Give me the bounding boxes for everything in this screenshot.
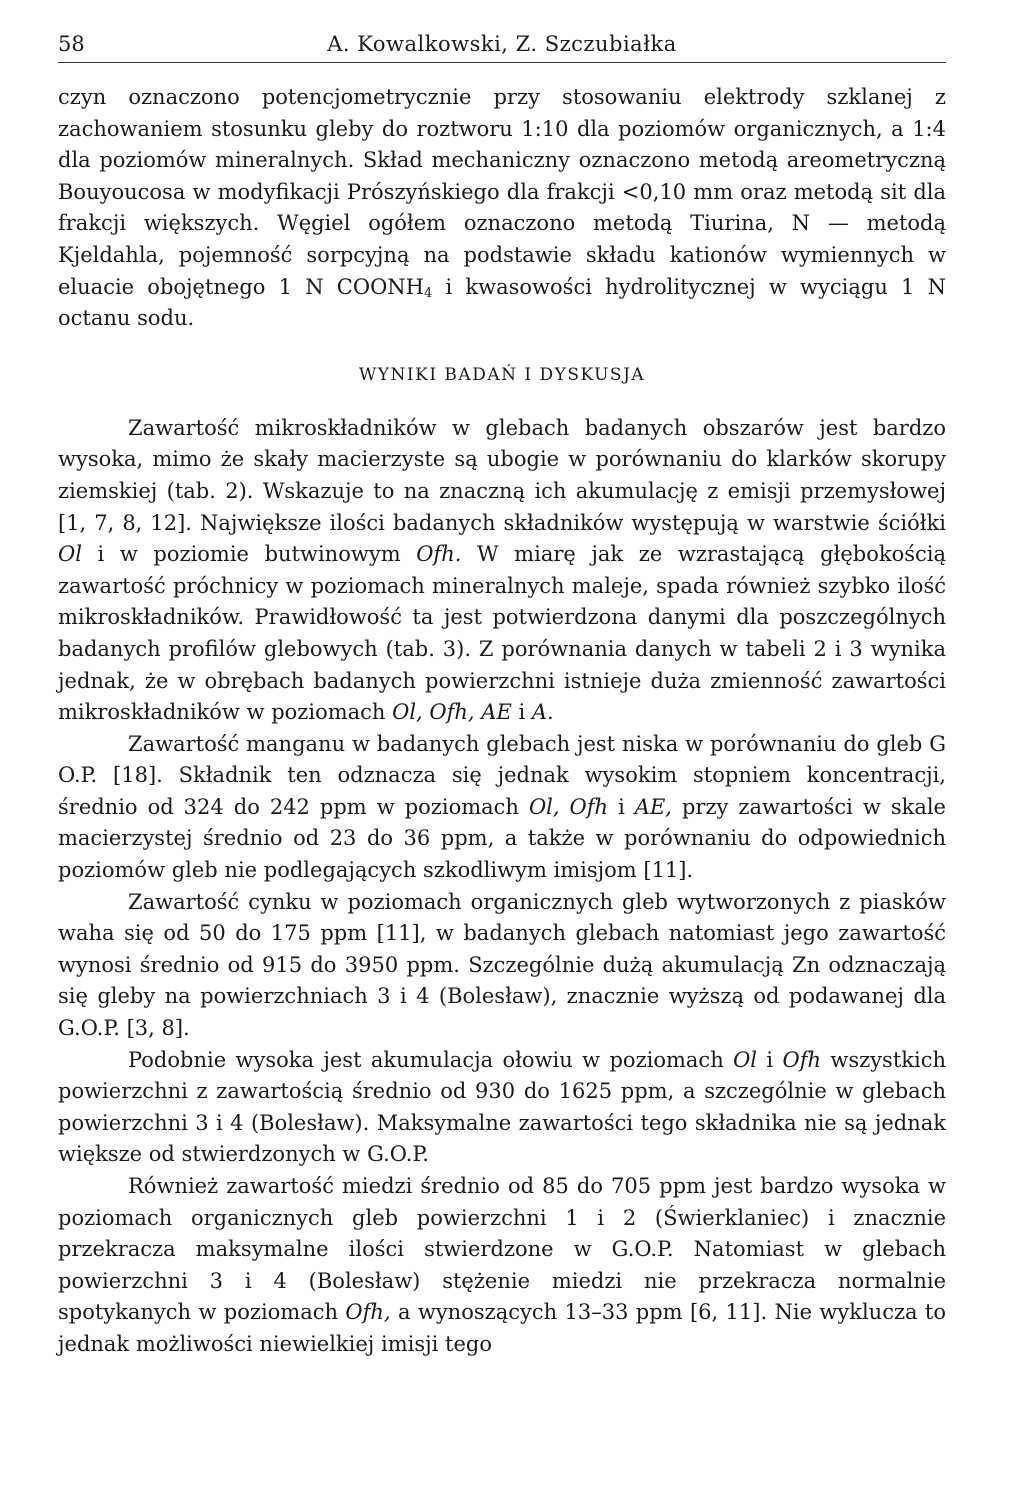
section-heading: WYNIKI BADAŃ I DYSKUSJA: [358, 364, 646, 385]
results-paragraph-4: [58, 1045, 946, 1171]
text-span: a wynoszących 13–33 ppm [6, 11]. Nie wyklucza to jednak możliwości niewielkiej imisji tego: [58, 1300, 946, 1356]
italic-span: Ofh.: [416, 542, 462, 567]
text-span: Zawartość manganu w badanych glebach jest niska w porównaniu do gleb G O.P. [18]. Składnik ten odznacza się jednak wysokim stopniem koncentracji, średnio od 324 do 242 ppm w poziomach: [58, 731, 946, 819]
text-span: i: [757, 1047, 783, 1072]
text-span: przy zawartości w skale macierzystej średnio od 23 do 36 ppm, a także w porównaniu do odpowiednich poziomów gleb nie podlegających szkodliwym imisjom [11].: [58, 794, 946, 883]
results-paragraph-1: [58, 413, 946, 729]
results-paragraph-5: [58, 1171, 946, 1361]
italic-span: Ol, Ofh, AE: [392, 700, 512, 725]
methods-paragraph: [58, 82, 946, 335]
results-paragraph-2: [58, 729, 946, 887]
italic-span: AE,: [634, 794, 672, 819]
text-span: wszystkich powierzchni z zawartością średnio od 930 do 1625 ppm, a szczególnie w glebach powierzchni 3 i 4 (Bolesław). Maksymalne zawartości tego składnika nie są jednak większe od stwierdzonych w G.O.P.: [58, 1047, 946, 1167]
running-title: A. Kowalkowski, Z. Szczubiałka: [327, 32, 677, 56]
text-span: W miarę jak ze wzrastającą głębokością zawartość próchnicy w poziomach mineralnych maleje, spada również szybko ilość mikroskładników. Prawidłowość ta jest potwierdzona danymi dla poszczególnych badanych profilów glebowych (tab. 3). Z porównania danych w tabeli 2 i 3 wynika jednak, że w obrębach badanych powierzchni istnieje duża zmienność zawartości mikroskładników w poziomach: [58, 542, 946, 725]
methods-text-a: czyn oznaczono potencjometrycznie przy stosowaniu elektrody szklanej z zachowaniem stosunku gleby do roztworu 1:10 dla poziomów organicznych, a 1:4 dla poziomów mineralnych. Skład mechaniczny oznaczono metodą areometryczną Bouyoucosa w modyfikacji Prószyńskiego dla frakcji <0,10 mm oraz metodą sit dla frakcji większych. Węgiel ogółem oznaczono metodą Tiurina, N — metodą Kjeldahla, pojemność sorpcyjną na podstawie składu kationów wymiennych w eluacie obojętnego 1 N COONH: [58, 85, 946, 299]
italic-span: Ol: [733, 1047, 758, 1072]
page-number: 58: [58, 32, 85, 56]
page-body: [58, 82, 946, 1361]
page-header: [58, 28, 946, 63]
methods-subscript: 4: [424, 285, 433, 301]
text-span: Podobnie wysoka jest akumulacja ołowiu w poziomach: [128, 1047, 734, 1072]
italic-span: Ol, Ofh: [528, 794, 609, 819]
text-span: i: [608, 794, 635, 819]
text-span: Również zawartość miedzi średnio od 85 do 705 ppm jest bardzo wysoka w poziomach organicznych gleb powierzchni 1 i 2 (Świerklaniec) i znacznie przekracza maksymalne ilości stwierdzone w G.O.P. Natomiast w glebach powierzchni 3 i 4 (Bolesław) stężenie miedzi nie przekracza normalnie spotykanych w poziomach: [58, 1174, 946, 1325]
text-span: i: [511, 700, 532, 725]
methods-text-b: i kwasowości hydrolitycznej w wyciągu 1 N octanu sodu.: [58, 274, 946, 331]
text-span: i w poziomie butwinowym: [81, 542, 417, 567]
italic-span: Ofh,: [345, 1300, 391, 1325]
italic-span: Ol: [58, 542, 82, 567]
italic-span: A.: [531, 700, 554, 725]
results-paragraph-3: Zawartość cynku w poziomach organicznych gleb wytworzonych z piasków waha się od 50 do 175 ppm [11], w badanych glebach natomiast jego zawartość wynosi średnio od 915 do 3950 ppm. Szczególnie dużą akumulacją Zn odznaczają się gleby na powierzchniach 3 i 4 (Bolesław), znacznie wyższą od podawanej dla G.O.P. [3, 8].: [58, 889, 946, 1041]
text-span: Zawartość mikroskładników w glebach badanych obszarów jest bardzo wysoka, mimo że skały macierzyste są ubogie w porównaniu do klarków skorupy ziemskiej (tab. 2). Wskazuje to na znaczną ich akumulację z emisji przemysłowej [1, 7, 8, 12]. Największe ilości badanych składników występują w warstwie ściółki: [58, 415, 946, 535]
italic-span: Ofh: [782, 1047, 821, 1072]
